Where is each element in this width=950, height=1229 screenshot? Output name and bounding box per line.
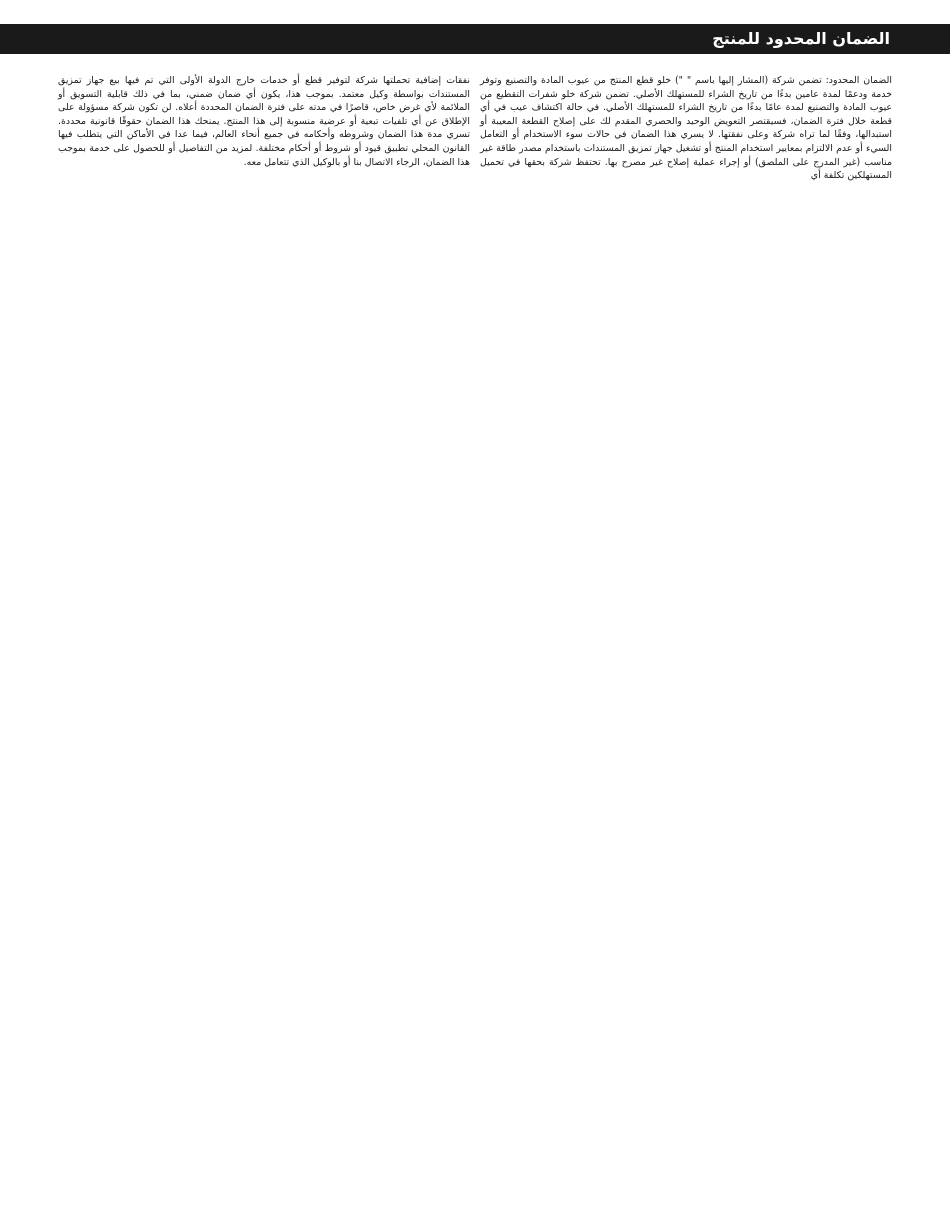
page-title: الضمان المحدود للمنتج bbox=[712, 29, 890, 48]
warranty-text-columns bbox=[58, 74, 892, 183]
header-bar bbox=[0, 24, 950, 54]
warranty-column-1: الضمان المحدود: تضمن شركة (المشار إليها باسم " ") خلو قطع المنتج من عيوب المادة والتصنيع وتوفر خدمة ودعمًا لمدة عامين بدءًا من تاريخ الشراء للمستهلك الأصلي. تضمن شركة خلو شفرات التقطيع من عيوب المادة والتصنيع لمدة عامًا بدءًا من تاريخ الشراء للمستهلك الأصلي. في حالة اكتشاف عيب في أي قطعة خلال فترة الضمان، فسيقتصر التعويض الوحيد والحصري المقدم لك على إصلاح القطعة المعيبة أو استبدالها، وفقًا لما تراه شركة وعلى نفقتها. لا يسري هذا الضمان في حالات سوء الاستخدام أو التعامل السيء أو عدم الالتزام بمعايير استخدام المنتج أو تشغيل جهاز تمزيق المستندات باستخدام مصدر طاقة غير مناسب (غير المدرج على الملصق) أو إجراء عملية إصلاح غير مصرح بها. تحتفظ شركة بحقها في تحميل المستهلكين تكلفة أي bbox=[480, 75, 892, 182]
warranty-column-2: نفقات إضافية تحملتها شركة لتوفير قطع أو خدمات خارج الدولة الأولى التي تم فيها بيع جهاز تمزيق المستندات بواسطة وكيل معتمد. بموجب هذا، يكون أي ضمان ضمني، بما في ذلك قابلية التسويق أو الملائمة لأي غرض خاص، قاصرًا في مدته على فترة الضمان المحددة أعلاه. لن تكون شركة مسؤولة على الإطلاق عن أي تلفيات تبعية أو عرضية منسوبة إلى هذا المنتج. يمنحك هذا الضمان حقوقًا قانونية محددة. تسري مدة هذا الضمان وشروطه وأحكامه في جميع أنحاء العالم، فيما عدا في الأماكن التي يتطلب فيها القانون المحلي تطبيق قيود أو شروط أو أحكام مختلفة. لمزيد من التفاصيل أو للحصول على خدمة بموجب هذا الضمان، الرجاء الاتصال بنا أو بالوكيل الذي تتعامل معه. bbox=[58, 75, 470, 168]
